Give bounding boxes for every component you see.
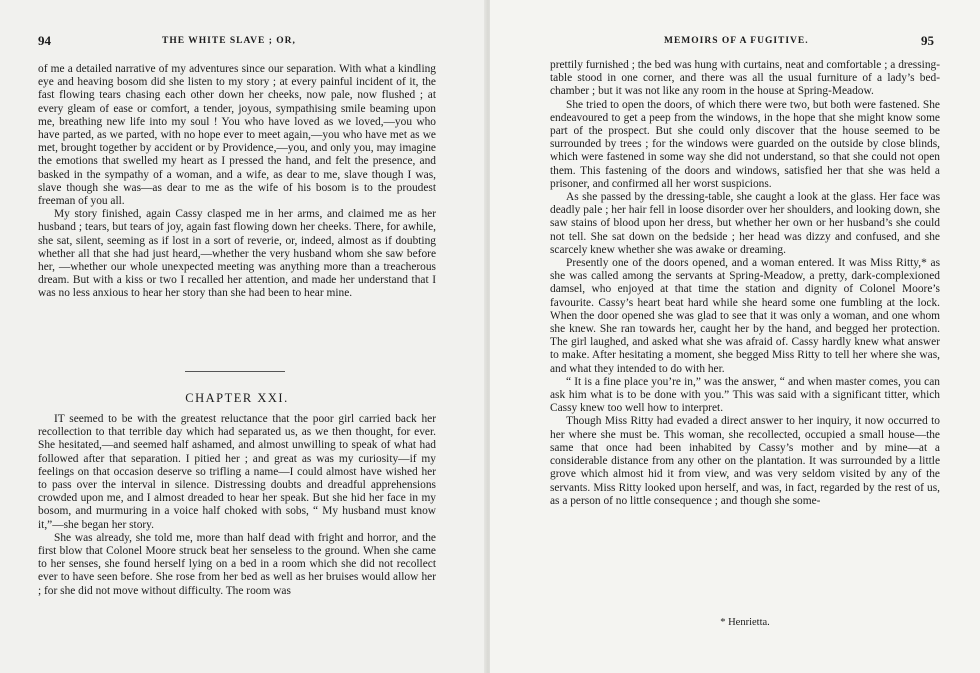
page-number-right: 95 [921, 33, 934, 48]
paragraph: prettily furnished ; the bed was hung with curtains, neat and comfortable ; a dressing-table stood in one corner, and there was all the usual furniture of a lady’s bed-chamber ; but it was not like any room in the house at Spring-Meadow. [550, 59, 940, 98]
paragraph: IT seemed to be with the greatest reluctance that the poor girl carried back her recollection to that terrible day which had separated us, as we then thought, for ever. She hesitated,—and seemed half ashamed, and almost unwilling to speak of what had followed after that separation. I pitied her ; and great as was my curiosity—if my feelings on that occasion deserve so trifling a name—I could almost have wished her to pass over the interval in silence. Distressing doubts and dreadful apprehensions crowded upon me, and I almost dreaded to hear her speak. But she hid her face in my bosom, and murmuring in a voice half choked with sobs, “ My husband must know it,”—she began her story. [38, 413, 436, 531]
paragraph: She tried to open the doors, of which there were two, but both were fastened. She endeavoured to get a peep from the windows, in the hope that she might know some part of the prospect. But she could only discover that the house seemed to be surrounded by trees ; for the windows were guarded on the outside by close blinds, which were fastened in some way she did not understand, so that she could not open them. This fastening of the doors and windows, satisfied her that she was held a prisoner, and confirmed all her worst suspicions. [550, 98, 940, 190]
paragraph: Though Miss Ritty had evaded a direct answer to her inquiry, it now occurred to her where she must be. This woman, she recollected, occupied a small house—the same that once had been inhabited by Cassy’s mother and by mine—at a considerable distance from any other on the plantation. It was surrounded by a little grove which almost hid it from view, and was very seldom visited by any of the servants. Miss Ritty looked upon herself, and was, in fact, regarded by the rest of us, as a person of no little consequence ; and though she some- [550, 415, 940, 507]
paragraph: of me a detailed narrative of my adventures since our separation. With what a kindling eye and heaving bosom did she listen to my story ; at every painful incident of it, the fast flowing tears chasing each other down her cheeks, now pale, now flushed ; at every gleam of ease or comfort, a tender, joyous, sympathising smile beaming upon me, breathing new life into my soul ! You who have loved as we loved,—you who have parted, as we parted, with no hope ever to meet again,—you who have met as we met, brought together by accident or by Providence,—you, and only you, may imagine the emotions that swelled my heart as I pressed the hand, and felt the presence, and basked in the sympathy of a woman, and a wife, as dear to me, slave though I was, slave though she was—as dear to me as the wife of his bosom is to the proudest freeman of you all. [38, 63, 436, 208]
page-number-left: 94 [38, 33, 51, 48]
paragraph: My story finished, again Cassy clasped me in her arms, and claimed me as her husband ; tears, but tears of joy, again fast flowing down her cheeks. There, for awhile, she sat, silent, seeming as if lost in a sort of reverie, or, indeed, almost as if doubting whether all that she had just heard,—whether the very husband whom she saw before her, —whether our whole unexpected meeting was anything more than a treacherous dream. But with a kiss or two I recalled her attention, and made her understand that I was no less anxious to hear her story than she had been to hear mine. [38, 208, 436, 300]
running-head-left: THE WHITE SLAVE ; OR, [162, 36, 296, 46]
body-text-right [550, 59, 940, 508]
body-text-after-chapter [38, 413, 436, 598]
running-head-right: MEMOIRS OF A FUGITIVE. [664, 36, 809, 46]
chapter-heading: CHAPTER XXI. [185, 391, 289, 405]
paragraph: Presently one of the doors opened, and a woman entered. It was Miss Ritty,* as she was called among the servants at Spring-Meadow, a pretty, dark-complexioned damsel, who enjoyed at that time the station and dignity of Colonel Moore’s favourite. Cassy’s heart beat hard while she heard some one fumbling at the lock. When the door opened she was glad to see that it was only a woman, and one whom she knew. She ran towards her, caught her by the hand, and begged her protection. The girl laughed, and asked what she was afraid of. Cassy hardly knew what answer to make. After hesitating a moment, she begged Miss Ritty to tell her where she was, and what they intended to do with her. [550, 257, 940, 375]
left-page [0, 0, 486, 673]
footnote: * Henrietta. [720, 617, 770, 628]
section-divider [185, 371, 285, 372]
paragraph: As she passed by the dressing-table, she caught a look at the glass. Her face was deadly pale ; her hair fell in loose disorder over her shoulders, and looking down, she saw stains of blood upon her dress, but whether her own or her husband’s she could not tell. She sat down on the bedside ; her head was dizzy and confused, and she scarcely knew whether she was awake or dreaming. [550, 191, 940, 256]
body-text-before-chapter [38, 63, 436, 301]
paragraph: “ It is a fine place you’re in,” was the answer, “ and when master comes, you can ask him what is to be done with you.” This was said with a significant titter, which Cassy knew too well how to interpret. [550, 375, 940, 415]
paragraph: She was already, she told me, more than half dead with fright and horror, and the first blow that Colonel Moore struck beat her senseless to the ground. When she came to her senses, she found herself lying on a bed in a room which she did not recollect ever to have seen before. She rose from her bed as well as her bruises would allow her ; for she did not move without difficulty. The room was [38, 531, 436, 597]
right-page [490, 0, 980, 673]
